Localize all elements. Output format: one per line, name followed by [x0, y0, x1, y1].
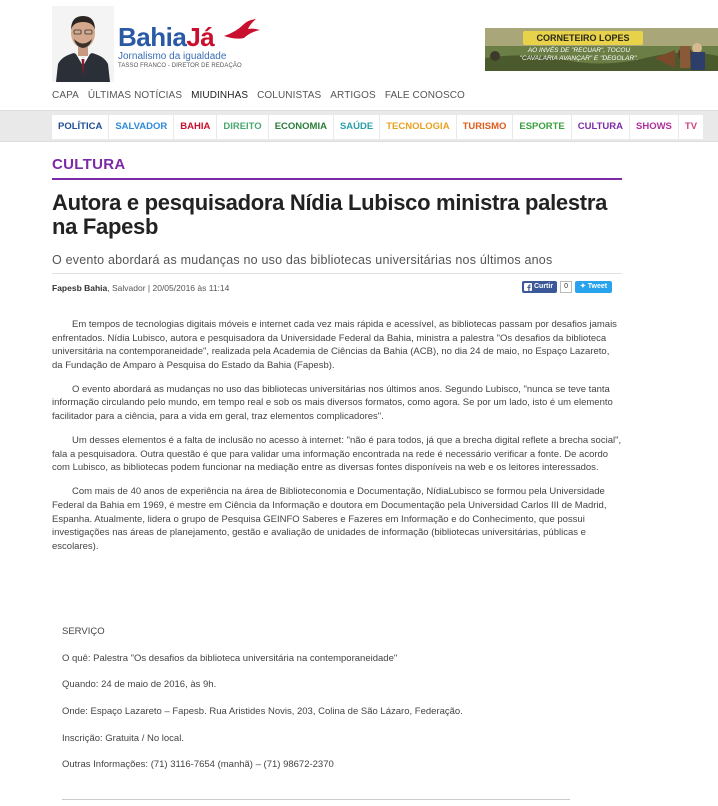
footer-divider [62, 799, 570, 800]
top-navigation [52, 89, 474, 103]
site-header [0, 0, 718, 84]
category-list [52, 115, 704, 139]
category-turismo[interactable]: TURISMO [457, 115, 514, 139]
nav-artigos[interactable]: ARTIGOS [330, 90, 376, 101]
article-paragraph: Em tempos de tecnologias digitais móveis e internet cada vez mais rápida e acessível, as bibliotecas passam por desafios jamais enfrentados. Nídia Lubisco, autora e pesquisadora da Universidade Federal da Bahia, ministra a palestra "Os desafios da biblioteca universitária na contemporaneidade", realizada pela Academia de Ciências da Bahia (ACB), no dia 24 de maio, no Espaço Lazareto, da Fundação de Amparo à Pesquisa do Estado da Bahia (Fapesb). [52, 319, 617, 371]
category-cultura[interactable]: CULTURA [572, 115, 630, 139]
category-saude[interactable]: SAÚDE [334, 115, 380, 139]
banner-text: AO INVÉS DE "RECUAR", TOCOU "CAVALARIA AVANÇAR" E "DEGOLAR". [519, 47, 639, 62]
logo-tagline: Jornalismo da igualdade [118, 51, 227, 62]
service-where: Onde: Espaço Lazareto – Fapesb. Rua Aristides Novis, 203, Colina de São Lázaro, Federação. [62, 706, 463, 718]
ad-banner[interactable] [485, 28, 718, 71]
category-tv[interactable]: TV [679, 115, 704, 139]
nav-fale-conosco[interactable]: FALE CONOSCO [384, 90, 465, 101]
tweet-label: Tweet [587, 283, 608, 290]
nav-colunistas[interactable]: COLUNISTAS [257, 90, 322, 101]
article-meta [52, 282, 229, 294]
service-registration: Inscrição: Gratuita / No local. [62, 732, 184, 744]
category-bahia[interactable]: BAHIA [174, 115, 217, 139]
article-title: Autora e pesquisadora Nídia Lubisco ministra palestra na Fapesb [52, 190, 608, 239]
facebook-like-count: 0 [560, 281, 572, 293]
article-paragraph: O evento abordará as mudanças no uso das bibliotecas universitárias nos últimos anos. Segundo Lubisco, "nunca se teve tanta informação circulando pelo mundo, em tempo real e sob os mais diversos formatos, como agora. Se por um lado, isto é um elemento facilitador para a ciência, para a vida em geral, traz elementos complicadores". [52, 383, 613, 423]
facebook-like-button[interactable] [522, 281, 557, 293]
article-paragraph: Com mais de 40 anos de experiência na área de Biblioteconomia e Documentação, NídiaLubisco se formou pela Universidade Federal da Bahia em 1969, é mestre em Ciência da Informação e doutora em Documentação pela Universidad Carlos III de Madrid, Espanha. Atualmente, lidera o grupo de Pesquisa GEINFO Saberes e Fazeres em Informação e do Conhecimento, que possui investigações nas áreas de planejamento, gestão e avaliação de unidades de informação (bibliotecas universitárias, públicas e escolares). [52, 486, 607, 552]
director-photo-illustration [52, 6, 114, 82]
nav-miudinhas[interactable]: MIUDINHAS [191, 90, 249, 101]
meta-divider [52, 273, 622, 274]
category-tecnologia[interactable]: TECNOLOGIA [380, 115, 456, 139]
service-info [62, 625, 622, 785]
category-shows[interactable]: SHOWS [630, 115, 679, 139]
bird-icon [222, 18, 262, 44]
article-paragraph: Um desses elementos é a falta de inclusão no acesso à internet: "não é para todos, já que a brecha digital reflete a brecha social", fala a pesquisadora. Outra questão é que para validar uma informação encontrada na rede é necessário verificar a fonte. De acordo com Lubisco, as bibliotecas podem funcionar na mediação entre as diversas fontes disponíveis na web e os leitores interessados. [52, 435, 622, 474]
article-author[interactable]: Fapesb Bahia [52, 283, 108, 293]
category-politica[interactable]: POLÍTICA [52, 115, 109, 139]
logo-text-ja: Já [186, 22, 215, 52]
category-salvador[interactable]: SALVADOR [109, 115, 174, 139]
section-label[interactable]: CULTURA [52, 156, 126, 173]
banner-title: CORNETEIRO LOPES [523, 31, 643, 45]
category-economia[interactable]: ECONOMIA [269, 115, 334, 139]
facebook-like-label: Curtir [534, 283, 554, 290]
nav-ultimas-noticias[interactable]: ÚLTIMAS NOTÍCIAS [87, 90, 183, 101]
article-location-date: , Salvador | 20/05/2016 às 11:14 [107, 283, 230, 293]
article-subtitle: O evento abordará as mudanças no uso das bibliotecas universitárias nos últimos anos [52, 253, 553, 267]
logo-byline: TASSO FRANCO - DIRETOR DE REDAÇÃO [118, 63, 242, 69]
category-esporte[interactable]: ESPORTE [513, 115, 571, 139]
logo-text-bahia: Bahia [118, 22, 187, 52]
service-when: Quando: 24 de maio de 2016, às 9h. [62, 679, 217, 691]
facebook-icon [524, 283, 532, 291]
share-buttons [522, 281, 612, 293]
section-divider [52, 178, 622, 180]
article-body [52, 318, 622, 564]
service-what: O quê: Palestra "Os desafios da biblioteca universitária na contemporaneidade" [62, 652, 398, 664]
category-direito[interactable]: DIREITO [217, 115, 268, 139]
nav-capa[interactable]: CAPA [52, 90, 79, 101]
category-bar [0, 110, 718, 142]
twitter-icon: ✦ [579, 283, 586, 290]
director-photo [52, 6, 114, 82]
tweet-button[interactable] [575, 281, 612, 293]
service-contact: Outras Informações: (71) 3116-7654 (manhã) – (71) 98672-2370 [62, 759, 334, 771]
service-heading: SERVIÇO [62, 626, 105, 637]
site-logo[interactable] [118, 22, 268, 82]
